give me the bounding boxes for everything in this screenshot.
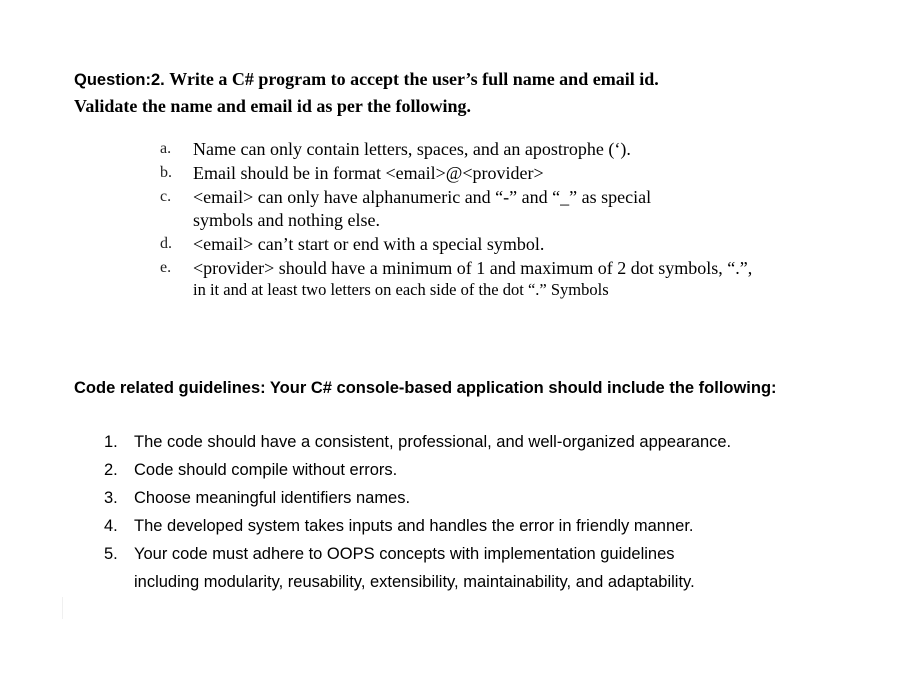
guideline-text: [134, 484, 824, 512]
guideline-item-5: [104, 540, 824, 596]
rule-text-line-2: symbols and nothing else.: [193, 209, 380, 230]
rule-text-line-1: Name can only contain letters, spaces, and an apostrophe (‘).: [193, 139, 631, 159]
rule-item-e: [160, 257, 860, 302]
guideline-text: [134, 512, 824, 540]
rule-item-c: [160, 186, 860, 231]
rule-text: [193, 186, 860, 231]
rule-marker: a.: [160, 140, 172, 157]
rule-text-line-1: <email> can’t start or end with a special symbol.: [193, 233, 545, 254]
guideline-text-line-1: The code should have a consistent, professional, and well-organized appearance.: [134, 433, 732, 451]
rule-marker: e.: [160, 258, 172, 276]
guideline-marker: 1.: [104, 433, 118, 451]
rule-item-b: [160, 162, 860, 185]
guideline-marker: 5.: [104, 545, 118, 563]
guideline-item-1: [104, 428, 824, 456]
rule-text: [193, 233, 860, 256]
question-heading: [74, 66, 894, 119]
guideline-marker: 3.: [104, 489, 118, 507]
rule-text: [193, 162, 860, 185]
question-text-line-2: Validate the name and email id as per the following.: [74, 96, 472, 116]
rule-text-line-1: <provider> should have a minimum of 1 and maximum of 2 dot symbols, “.”,: [193, 257, 753, 278]
rule-text: [193, 257, 860, 302]
page-edge-mark: [62, 597, 63, 619]
rule-marker: c.: [160, 188, 172, 205]
guideline-text-line-1: Your code must adhere to OOPS concepts with implementation guidelines: [134, 545, 675, 563]
guideline-marker: 4.: [104, 517, 118, 535]
question-label: Question:2.: [74, 71, 165, 89]
guideline-text: [134, 540, 824, 596]
rule-marker: d.: [160, 234, 172, 252]
guidelines-list: [104, 428, 824, 596]
rule-text-line-1: <email> can only have alphanumeric and “-” and “_” as special: [193, 187, 652, 207]
guideline-text-line-2: including modularity, reusability, extensibility, maintainability, and adaptability.: [134, 573, 695, 591]
validation-rules-list: [160, 138, 860, 303]
rule-text-line-2: in it and at least two letters on each side of the dot “.” Symbols: [193, 280, 609, 299]
guideline-marker: 2.: [104, 461, 118, 479]
question-text-line-1: Write a C# program to accept the user’s full name and email id.: [169, 69, 659, 89]
guideline-item-4: [104, 512, 824, 540]
question-heading-line-1: [74, 66, 894, 93]
rule-text-line-1: Email should be in format <email>@<provider>: [193, 163, 544, 183]
guideline-text-line-1: Choose meaningful identifiers names.: [134, 489, 411, 507]
guideline-item-2: [104, 456, 824, 484]
guideline-item-3: [104, 484, 824, 512]
guideline-text: [134, 428, 824, 456]
guideline-text-line-1: Code should compile without errors.: [134, 461, 398, 479]
guideline-text: [134, 456, 824, 484]
rule-item-d: [160, 233, 860, 256]
rule-text: [193, 138, 860, 161]
guideline-text-line-1: The developed system takes inputs and handles the error in friendly manner.: [134, 517, 694, 535]
guidelines-heading: Code related guidelines: Your C# console-based application should include the following:: [74, 379, 777, 397]
rule-item-a: [160, 138, 860, 161]
rule-marker: b.: [160, 164, 172, 181]
